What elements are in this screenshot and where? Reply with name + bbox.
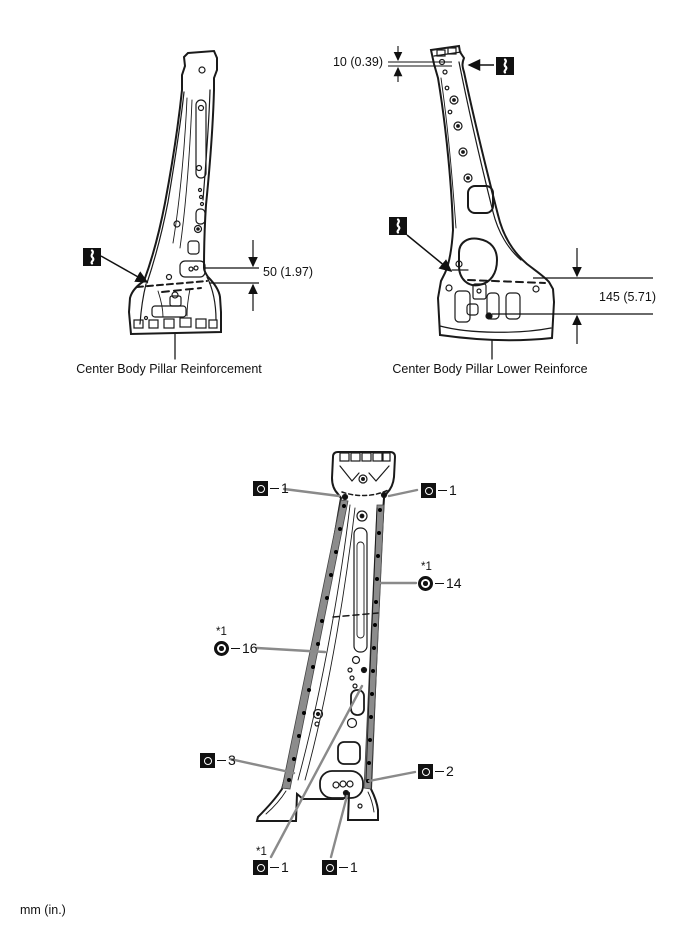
- lower-reinforce-drawing: [431, 46, 554, 359]
- weld-count: 1: [350, 859, 358, 875]
- weld-count: 3: [228, 752, 236, 768]
- footnote-marker: *1: [421, 561, 432, 573]
- body-saw-icon: [83, 248, 101, 266]
- weld-annotation-leaders: [230, 489, 417, 857]
- circle-spot-weld-icon: [214, 641, 229, 656]
- weld-annotation: [214, 641, 258, 656]
- weld-diagram-drawing: [257, 452, 395, 821]
- cut-dimension-50: [205, 240, 259, 311]
- reinforcement-drawing: [129, 51, 221, 359]
- weld-annotation: [253, 860, 289, 875]
- weld-annotation: [200, 753, 236, 768]
- square-spot-weld-icon: [253, 481, 268, 496]
- weld-count: 1: [281, 859, 289, 875]
- square-spot-weld-icon: [253, 860, 268, 875]
- saw-leader-arrow-left-figure: [101, 256, 147, 282]
- square-spot-weld-icon: [200, 753, 215, 768]
- weld-count: 1: [449, 482, 457, 498]
- weld-count: 14: [446, 575, 462, 591]
- body-saw-icon: [496, 57, 514, 75]
- footnote-marker: *1: [256, 846, 267, 858]
- square-spot-weld-icon: [322, 860, 337, 875]
- unit-note: mm (in.): [20, 903, 66, 917]
- cut-dimension-label: 145 (5.71): [599, 290, 656, 304]
- figure-caption: Center Body Pillar Lower Reinforce: [392, 362, 588, 376]
- weld-annotation: [418, 764, 454, 779]
- weld-count: 2: [446, 763, 454, 779]
- footnote-marker: *1: [216, 626, 227, 638]
- square-spot-weld-icon: [421, 483, 436, 498]
- cut-dimension-label: 10 (0.39): [332, 55, 383, 69]
- weld-annotation: [253, 481, 289, 496]
- weld-count: 1: [281, 480, 289, 496]
- cut-dimension-label: 50 (1.97): [263, 265, 314, 279]
- circle-spot-weld-icon: [418, 576, 433, 591]
- weld-annotation: [421, 483, 457, 498]
- weld-count: 16: [242, 640, 258, 656]
- weld-annotation: [322, 860, 358, 875]
- saw-leader-arrow-mid: [407, 235, 451, 271]
- body-saw-icon: [389, 217, 407, 235]
- square-spot-weld-icon: [418, 764, 433, 779]
- weld-annotation: [418, 576, 462, 591]
- figure-caption: Center Body Pillar Reinforcement: [76, 362, 262, 376]
